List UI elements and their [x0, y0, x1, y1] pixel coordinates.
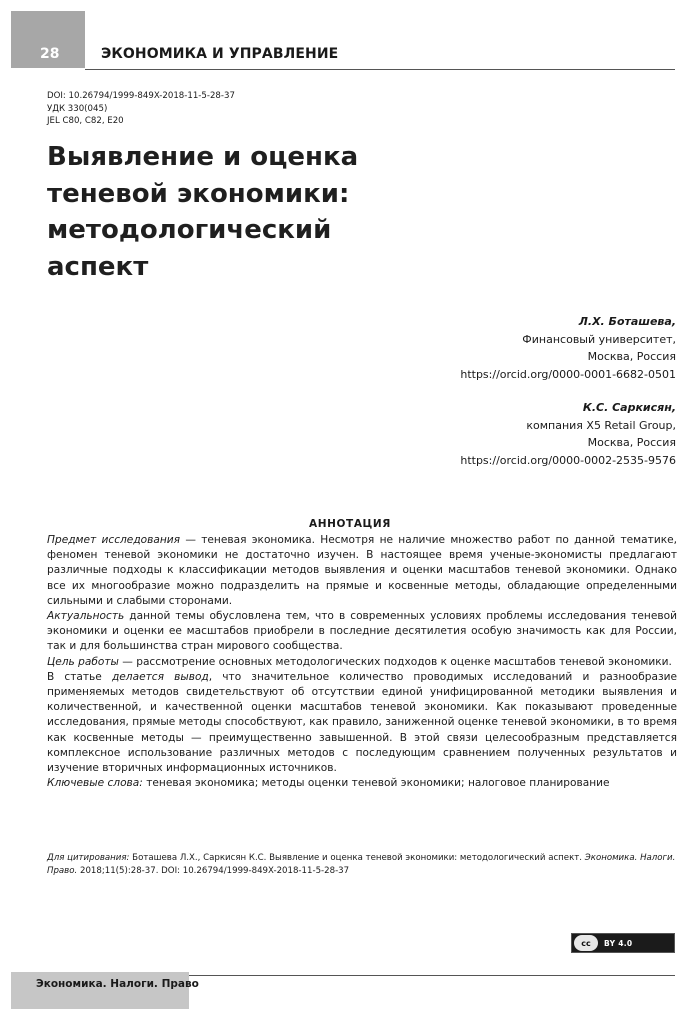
title-line: аспект: [47, 251, 149, 282]
title-line: методологический: [47, 215, 332, 245]
keywords-lead: Ключевые слова:: [47, 777, 143, 790]
footer-rule: [189, 975, 675, 976]
doi-line: DOI: 10.26794/1999-849X-2018-11-5-28-37: [47, 91, 235, 101]
author-name: Л.Х. Боташева,: [578, 315, 676, 328]
creative-commons-icon: cc: [574, 935, 598, 951]
journal-section: ЭКОНОМИКА И УПРАВЛЕНИЕ: [101, 46, 339, 62]
page-number: 28: [40, 46, 60, 62]
abstract-paragraph: [47, 533, 677, 609]
citation-text: Боташева Л.Х., Саркисян К.С. Выявление и оценка теневой экономики: методологический аспект.: [129, 853, 585, 863]
abstract-heading: АННОТАЦИЯ: [309, 518, 391, 530]
abstract-text: — рассмотрение основных методологических подходов к оценке масштабов теневой экономики.: [118, 655, 672, 668]
author-affiliation: Финансовый университет,: [522, 332, 676, 346]
udk-line: УДК 330(045): [47, 103, 108, 114]
abstract-text: — теневая экономика. Несмотря не наличие множество работ по данной тематике, феномен теневой экономики не достаточно изучен. В настоящее время ученые-экономисты предлагают различные подходы к классификации методов выявления и оценки масштабов теневой экономики. Однако все их многообразие можно подразделить на прямые и косвенные методы, обладающие определенными сильными и слабыми сторонами.: [47, 534, 677, 607]
citation-tail: 2018;11(5):28-37. DOI: 10.26794/1999-849X-2018-11-5-28-37: [77, 865, 350, 876]
citation-journal: Экономика. Налоги. Право.: [47, 853, 676, 876]
keywords-text: теневая экономика; методы оценки теневой экономики; налоговое планирование: [142, 777, 610, 790]
article-meta: [47, 90, 235, 128]
author-block-2: [460, 399, 676, 469]
citation-block: [47, 852, 677, 878]
article-title: [47, 139, 467, 285]
header-rule: [85, 69, 675, 70]
footer-journal: Экономика. Налоги. Право: [36, 978, 199, 990]
author-orcid-link[interactable]: https://orcid.org/0000-0002-2535-9576: [460, 453, 676, 467]
abstract-paragraph: [47, 655, 677, 670]
author-orcid-link[interactable]: https://orcid.org/0000-0001-6682-0501: [460, 367, 676, 381]
abstract-lead: Актуальность: [47, 610, 125, 623]
abstract-text: В статье: [47, 670, 112, 683]
author-name: К.С. Саркисян,: [582, 401, 676, 414]
abstract-lead: делается вывод: [111, 670, 209, 683]
abstract-lead: Предмет исследования: [47, 534, 181, 546]
title-line: теневой экономики:: [47, 178, 350, 209]
author-location: Москва, Россия: [587, 350, 676, 364]
keywords-paragraph: [47, 776, 677, 791]
license-text: BY 4.0: [604, 938, 633, 948]
abstract-text: данной темы обусловлена тем, что в современных условиях проблемы исследования теневой экономики и оценки ее масштабов приобрели в последние десятилетия особую значимость как для России, так и для большинства стран мирового сообщества.: [47, 610, 677, 653]
license-badge[interactable]: [571, 933, 675, 953]
abstract-paragraph: [47, 609, 677, 655]
citation-lead: Для цитирования:: [47, 853, 130, 863]
author-block-1: [460, 313, 676, 383]
abstract-paragraph: [47, 670, 677, 776]
author-affiliation: компания X5 Retail Group,: [526, 418, 676, 432]
abstract-text: , что значительное количество проводимых исследований и разнообразие применяемых методов свидетельствуют об отсутствии единой унифицированной методики выявления и количественной, и качественной оценки масштабов теневой экономики. Как показывают проведенные исследования, прямые методы способствуют, как правило, заниженной оценке теневой экономики, в то время как косвенные методы — преимущественно завышенной. В этой связи целесообразным представляется комплексное использование различных методов с последующим сравнением полученных результатов и изучение вторичных информационных источников.: [47, 670, 677, 775]
abstract-lead: Цель работы: [47, 655, 119, 668]
abstract-body: [47, 533, 677, 791]
title-line: Выявление и оценка: [47, 142, 359, 172]
jel-line: JEL C80, C82, E20: [47, 116, 124, 126]
author-location: Москва, Россия: [587, 436, 676, 450]
